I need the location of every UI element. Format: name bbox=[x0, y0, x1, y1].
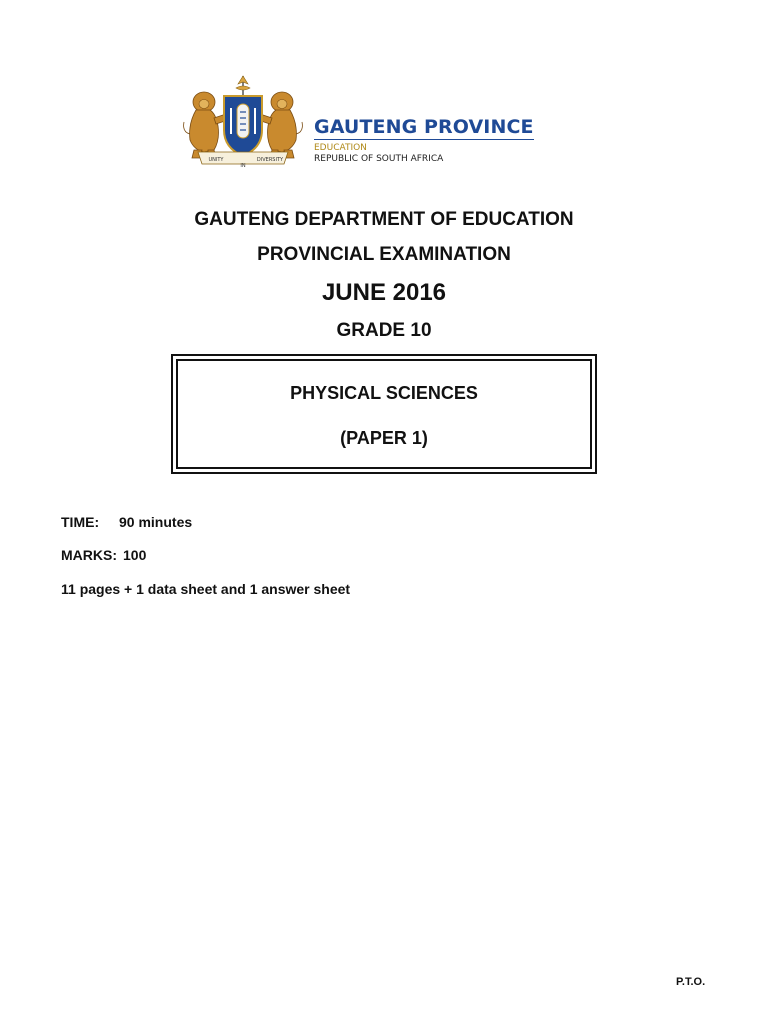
grade-heading: GRADE 10 bbox=[336, 320, 432, 341]
pages-note: 11 pages + 1 data sheet and 1 answer sheet bbox=[61, 581, 351, 597]
department-heading: GAUTENG DEPARTMENT OF EDUCATION bbox=[194, 209, 574, 230]
logo-title: GAUTENG PROVINCE bbox=[314, 116, 534, 138]
pto-label: P.T.O. bbox=[676, 976, 706, 988]
time-value: 90 minutes bbox=[119, 514, 193, 530]
gauteng-logo bbox=[180, 74, 534, 170]
logo-country: REPUBLIC OF SOUTH AFRICA bbox=[314, 154, 444, 164]
exam-type-heading: PROVINCIAL EXAMINATION bbox=[257, 244, 511, 265]
time-row bbox=[61, 514, 192, 530]
time-label: TIME: bbox=[61, 514, 100, 530]
crest-motto-center: IN bbox=[240, 163, 246, 169]
logo-wordmark bbox=[314, 116, 534, 165]
subject-box bbox=[171, 354, 597, 474]
marks-value: 100 bbox=[123, 547, 147, 563]
crest-motto-left: UNITY bbox=[208, 157, 224, 163]
marks-row bbox=[61, 547, 146, 563]
crest-motto-right: DIVERSITY bbox=[256, 157, 284, 163]
subject-box-inner-border bbox=[176, 359, 592, 469]
logo-department: EDUCATION bbox=[314, 143, 367, 153]
coat-of-arms-icon bbox=[180, 74, 306, 170]
subject-title: PHYSICAL SCIENCES bbox=[290, 383, 478, 403]
exam-date-heading: JUNE 2016 bbox=[321, 279, 447, 306]
paper-number: (PAPER 1) bbox=[340, 428, 428, 448]
marks-label: MARKS: bbox=[61, 547, 117, 563]
